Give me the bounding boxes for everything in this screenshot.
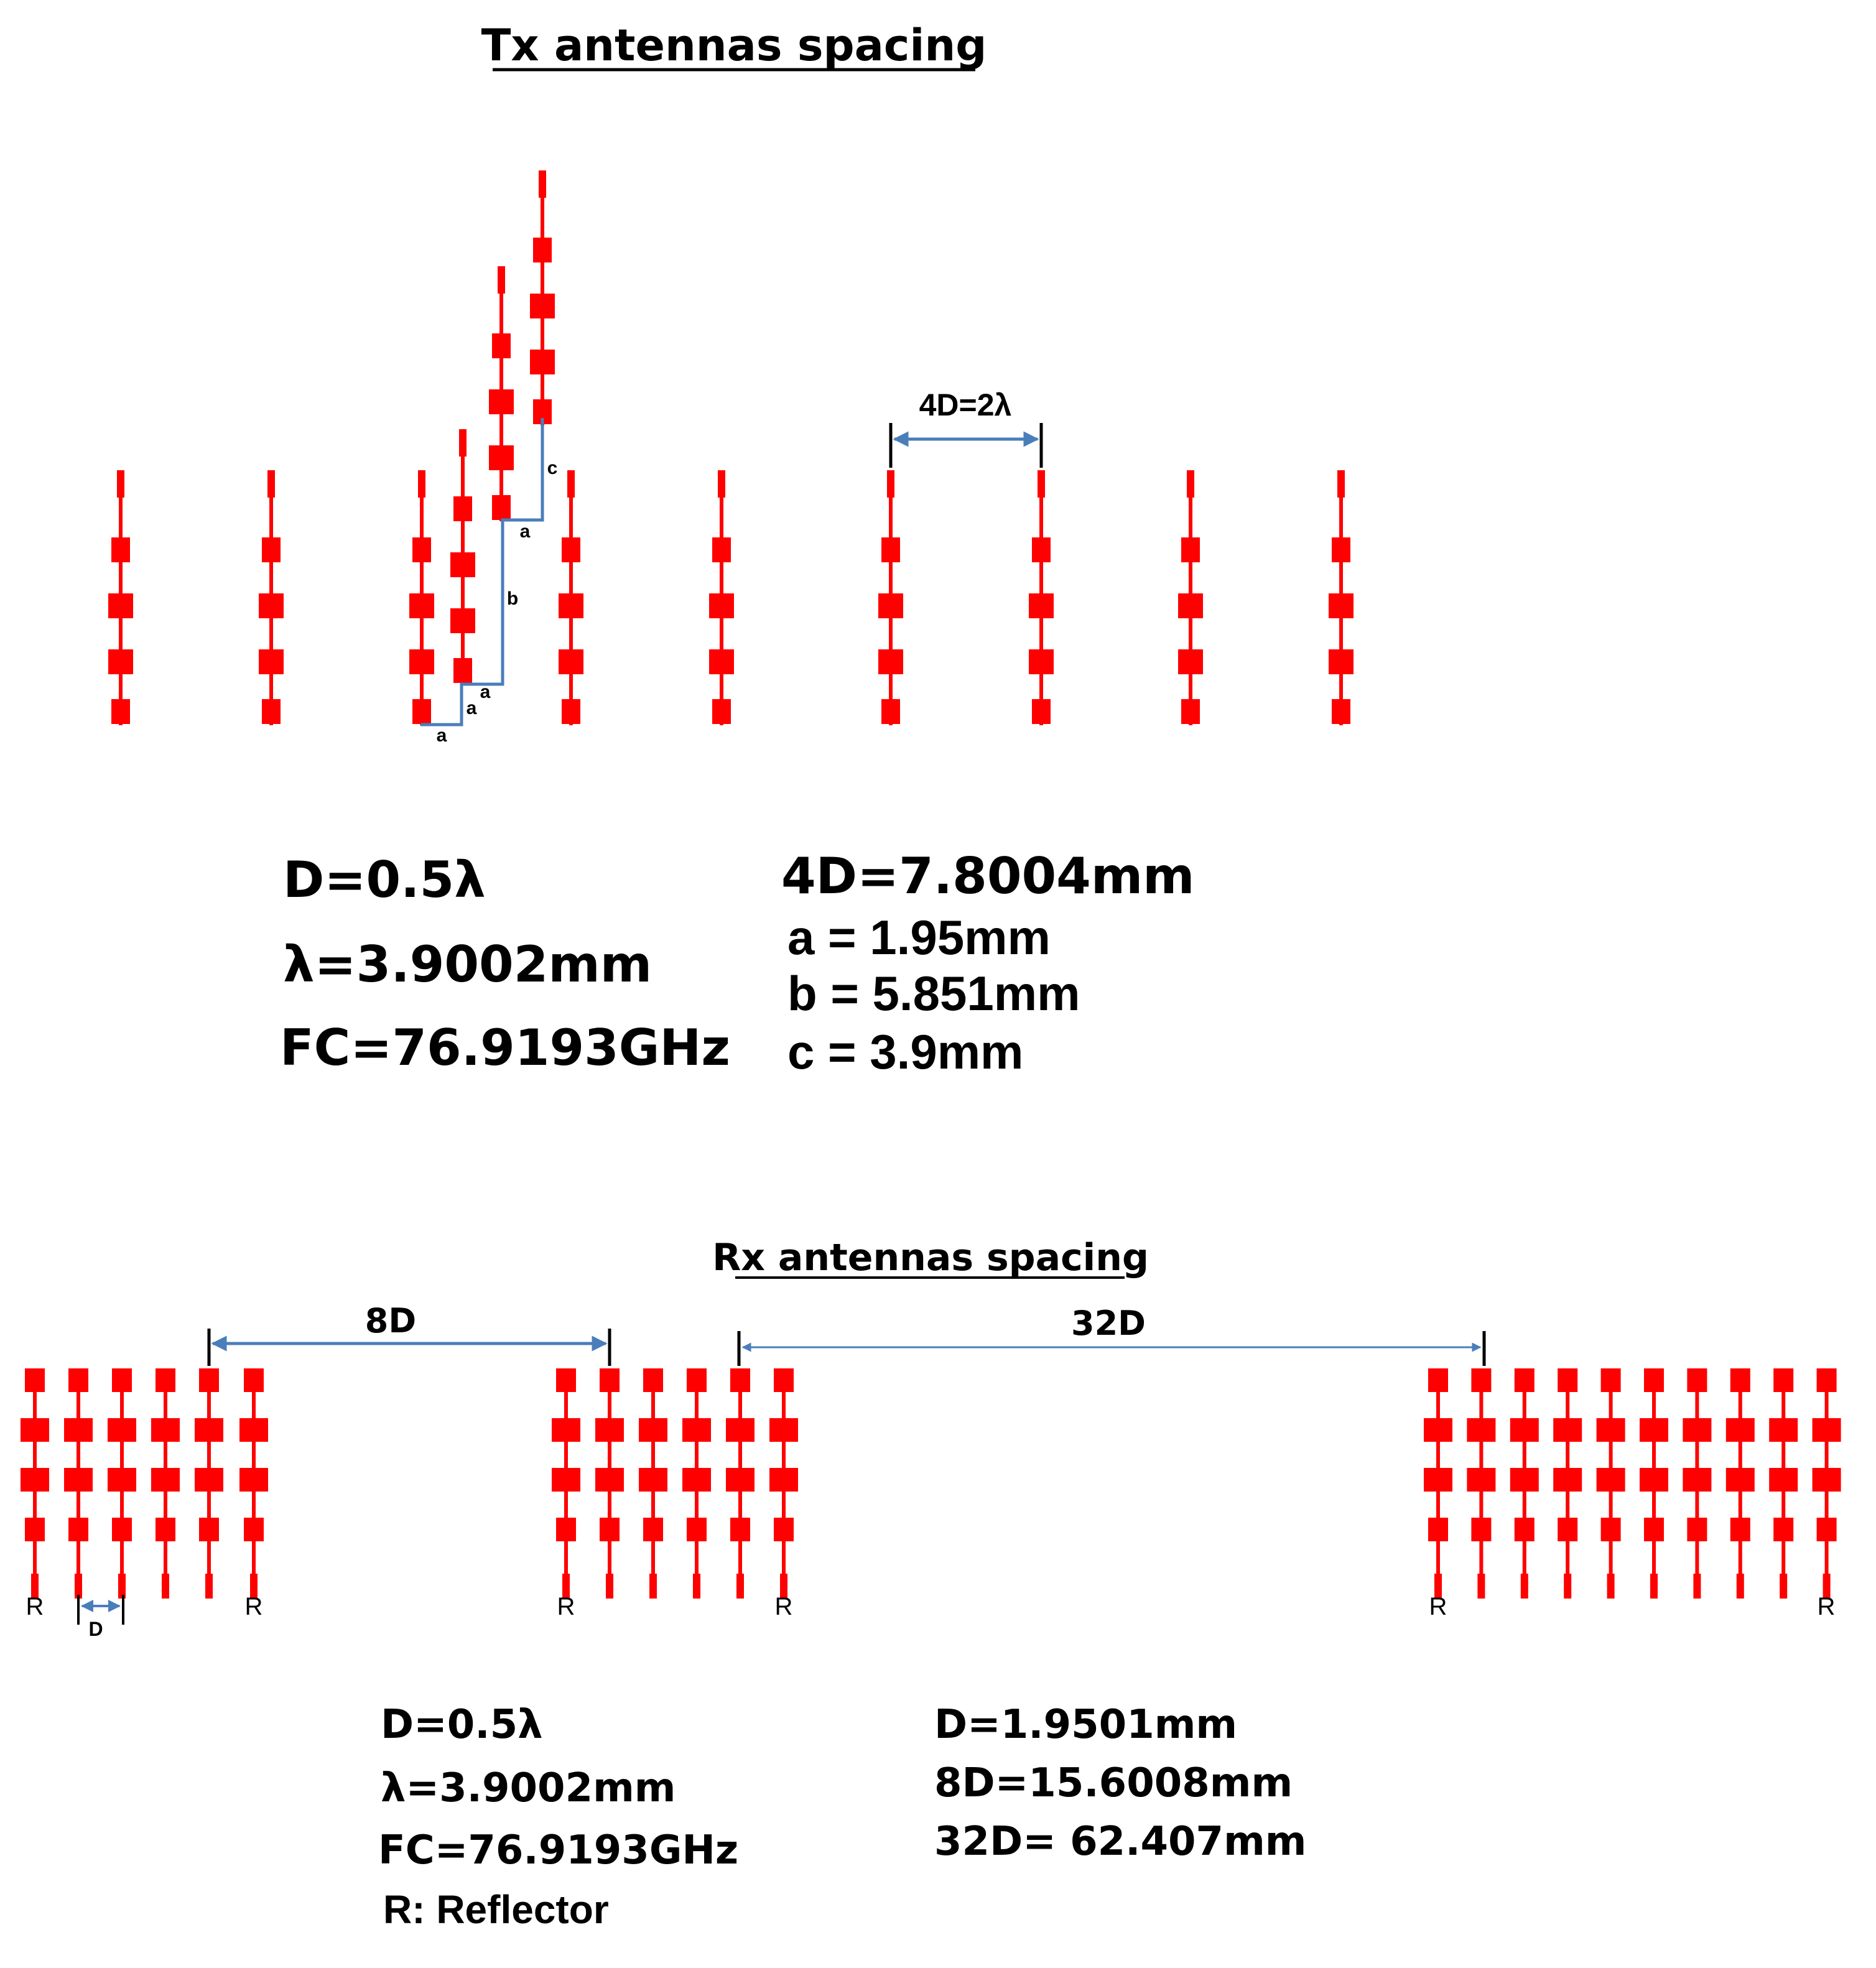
tx-antenna-5 (709, 470, 734, 725)
feed-stub (1477, 1574, 1485, 1599)
rx-32d-label: 32D (1071, 1304, 1146, 1343)
tx-offset-label-a4: a (519, 521, 531, 542)
patch-2 (639, 1418, 667, 1442)
patch-3 (1553, 1468, 1582, 1492)
patch-4 (412, 699, 431, 724)
patch-1 (1601, 1368, 1621, 1392)
patch-1 (68, 1368, 88, 1392)
patch-2 (489, 389, 514, 414)
rx-antenna-7 (552, 1368, 580, 1599)
patch-3 (1683, 1468, 1711, 1492)
patch-4 (881, 699, 900, 724)
tx-antenna-offset-2 (489, 266, 514, 521)
patch-4 (1601, 1518, 1621, 1541)
patch-1 (881, 537, 900, 562)
feed-stub (1564, 1574, 1571, 1599)
tx-spacing-label: 4D=2λ (919, 388, 1012, 422)
patch-2 (1029, 593, 1054, 618)
patch-1 (1644, 1368, 1664, 1392)
patch-4 (687, 1518, 707, 1541)
rx-antenna-21 (1769, 1368, 1798, 1599)
tx-antenna-7 (1029, 470, 1054, 725)
patch-3 (595, 1468, 624, 1492)
patch-1 (1332, 537, 1350, 562)
patch-4 (1332, 699, 1350, 724)
patch-1 (643, 1368, 663, 1392)
patch-4 (562, 699, 580, 724)
patch-1 (774, 1368, 794, 1392)
rx-reflector-label-5: R (1429, 1593, 1447, 1620)
patch-3 (450, 608, 475, 633)
patch-2 (239, 1418, 268, 1442)
tx-offset-path (420, 418, 542, 725)
patch-1 (1817, 1368, 1837, 1392)
tx-antenna-1 (108, 470, 133, 725)
patch-1 (412, 537, 431, 562)
rx-antenna-3 (108, 1368, 136, 1599)
patch-1 (533, 238, 552, 262)
patch-4 (25, 1518, 45, 1541)
patch-2 (1510, 1418, 1539, 1442)
patch-1 (1181, 537, 1200, 562)
patch-2 (595, 1418, 624, 1442)
feed-stub (887, 470, 894, 498)
patch-3 (682, 1468, 711, 1492)
tx-param-right-1: 4D=7.8004mm (781, 847, 1195, 905)
tx-antenna-arrays (108, 170, 1354, 725)
tx-param-left-2: λ=3.9002mm (283, 935, 652, 993)
patch-4 (112, 1518, 132, 1541)
patch-1 (556, 1368, 576, 1392)
patch-1 (1032, 537, 1051, 562)
patch-1 (199, 1368, 219, 1392)
patch-4 (1730, 1518, 1750, 1541)
patch-3 (530, 350, 555, 374)
patch-2 (709, 593, 734, 618)
patch-4 (1428, 1518, 1448, 1541)
rx-antenna-9 (639, 1368, 667, 1599)
patch-2 (409, 593, 434, 618)
patch-3 (709, 649, 734, 674)
tx-offset-label-a1: a (436, 725, 447, 746)
rx-param-left-3: FC=76.9193GHz (378, 1827, 739, 1873)
tx-antenna-3 (409, 470, 434, 725)
patch-2 (878, 593, 903, 618)
patch-3 (769, 1468, 798, 1492)
patch-4 (68, 1518, 88, 1541)
feed-stub (1650, 1574, 1658, 1599)
patch-1 (25, 1368, 45, 1392)
tx-param-right-4: c = 3.9mm (787, 1024, 1024, 1079)
patch-3 (1029, 649, 1054, 674)
rx-antenna-8 (595, 1368, 624, 1599)
patch-1 (1558, 1368, 1577, 1392)
tx-param-left-3: FC=76.9193GHz (280, 1019, 730, 1077)
rx-antenna-13 (1424, 1368, 1452, 1599)
tx-antenna-offset-3 (530, 170, 555, 425)
rx-reflector-label-1: R (26, 1593, 44, 1620)
patch-4 (600, 1518, 620, 1541)
tx-antenna-4 (559, 470, 583, 725)
patch-1 (712, 537, 731, 562)
rx-antenna-19 (1683, 1368, 1711, 1599)
patch-3 (878, 649, 903, 674)
patch-3 (1329, 649, 1354, 674)
feed-stub (539, 170, 546, 198)
patch-3 (1726, 1468, 1755, 1492)
patch-2 (1467, 1418, 1495, 1442)
patch-4 (1817, 1518, 1837, 1541)
rx-reflector-label-6: R (1817, 1593, 1836, 1620)
rx-antenna-2 (64, 1368, 93, 1599)
rx-antenna-arrays (21, 1368, 1841, 1599)
patch-1 (111, 537, 130, 562)
patch-2 (195, 1418, 223, 1442)
patch-4 (643, 1518, 663, 1541)
feed-stub (418, 470, 425, 498)
patch-3 (1467, 1468, 1495, 1492)
feed-stub (649, 1574, 657, 1599)
rx-param-left-2: λ=3.9002mm (381, 1765, 676, 1811)
patch-3 (108, 649, 133, 674)
feed-stub (1521, 1574, 1528, 1599)
feed-stub (205, 1574, 213, 1599)
patch-3 (195, 1468, 223, 1492)
patch-4 (556, 1518, 576, 1541)
feed-stub (718, 470, 725, 498)
rx-antenna-1 (21, 1368, 49, 1599)
rx-antenna-22 (1813, 1368, 1841, 1599)
tx-offset-label-c: c (547, 458, 558, 478)
patch-2 (21, 1418, 49, 1442)
tx-title: Tx antennas spacing (481, 20, 987, 71)
feed-stub (1187, 470, 1194, 498)
tx-param-left-1: D=0.5λ (283, 851, 486, 909)
tx-antenna-offset-1 (450, 429, 475, 684)
patch-3 (21, 1468, 49, 1492)
feed-stub (1780, 1574, 1787, 1599)
patch-4 (1181, 699, 1200, 724)
rx-param-left-1: D=0.5λ (381, 1702, 543, 1748)
patch-2 (1813, 1418, 1841, 1442)
patch-4 (244, 1518, 264, 1541)
rx-param-right-2: 8D=15.6008mm (934, 1760, 1293, 1806)
patch-2 (1178, 593, 1203, 618)
tx-offset-label-a3: a (480, 682, 491, 702)
feed-stub (498, 266, 505, 294)
patch-2 (559, 593, 583, 618)
patch-3 (559, 649, 583, 674)
patch-2 (108, 593, 133, 618)
rx-reflector-label-2: R (244, 1593, 263, 1620)
tx-antenna-6 (878, 470, 903, 725)
feed-stub (1737, 1574, 1744, 1599)
patch-4 (111, 699, 130, 724)
patch-2 (1424, 1418, 1452, 1442)
patch-3 (64, 1468, 93, 1492)
feed-stub (267, 470, 275, 498)
tx-antenna-9 (1329, 470, 1354, 725)
patch-2 (769, 1418, 798, 1442)
patch-4 (1032, 699, 1051, 724)
patch-1 (1428, 1368, 1448, 1392)
patch-2 (1683, 1418, 1711, 1442)
patch-3 (489, 445, 514, 470)
tx-offset-dimensions (420, 418, 542, 725)
patch-2 (1329, 593, 1354, 618)
patch-2 (450, 552, 475, 577)
patch-2 (726, 1418, 755, 1442)
patch-2 (1726, 1418, 1755, 1442)
patch-4 (492, 495, 511, 520)
patch-2 (108, 1418, 136, 1442)
patch-1 (730, 1368, 750, 1392)
rx-antenna-5 (195, 1368, 223, 1599)
rx-param-left-4: R: Reflector (383, 1887, 609, 1932)
feed-stub (567, 470, 575, 498)
patch-3 (151, 1468, 180, 1492)
rx-antenna-11 (726, 1368, 755, 1599)
patch-1 (1730, 1368, 1750, 1392)
patch-2 (151, 1418, 180, 1442)
patch-3 (1424, 1468, 1452, 1492)
patch-3 (726, 1468, 755, 1492)
patch-2 (1640, 1418, 1668, 1442)
patch-1 (262, 537, 281, 562)
rx-antenna-15 (1510, 1368, 1539, 1599)
patch-3 (108, 1468, 136, 1492)
tx-offset-label-a2: a (466, 698, 477, 718)
patch-1 (1773, 1368, 1793, 1392)
rx-antenna-16 (1553, 1368, 1582, 1599)
patch-1 (244, 1368, 264, 1392)
rx-d-label: D (88, 1618, 103, 1640)
patch-3 (639, 1468, 667, 1492)
rx-title: Rx antennas spacing (712, 1236, 1149, 1279)
patch-2 (682, 1418, 711, 1442)
feed-stub (1038, 470, 1045, 498)
patch-4 (1471, 1518, 1491, 1541)
patch-2 (530, 294, 555, 318)
tx-param-right-2: a = 1.95mm (787, 910, 1051, 965)
patch-1 (492, 333, 511, 358)
patch-4 (1515, 1518, 1535, 1541)
patch-4 (262, 699, 281, 724)
patch-2 (1597, 1418, 1625, 1442)
tx-antenna-8 (1178, 470, 1203, 725)
rx-antenna-4 (151, 1368, 180, 1599)
patch-3 (1640, 1468, 1668, 1492)
patch-1 (1515, 1368, 1535, 1392)
patch-2 (1769, 1418, 1798, 1442)
feed-stub (1337, 470, 1345, 498)
rx-param-right-1: D=1.9501mm (934, 1702, 1238, 1748)
rx-param-right-3: 32D= 62.407mm (934, 1819, 1307, 1865)
patch-3 (259, 649, 284, 674)
patch-2 (259, 593, 284, 618)
rx-reflector-label-4: R (774, 1593, 793, 1620)
patch-3 (552, 1468, 580, 1492)
rx-antenna-10 (682, 1368, 711, 1599)
patch-1 (600, 1368, 620, 1392)
patch-1 (1687, 1368, 1707, 1392)
patch-3 (1813, 1468, 1841, 1492)
patch-4 (199, 1518, 219, 1541)
patch-4 (1687, 1518, 1707, 1541)
feed-stub (117, 470, 124, 498)
patch-4 (1773, 1518, 1793, 1541)
rx-antenna-6 (239, 1368, 268, 1599)
feed-stub (1693, 1574, 1701, 1599)
feed-stub (162, 1574, 169, 1599)
rx-antenna-20 (1726, 1368, 1755, 1599)
rx-reflector-label-3: R (557, 1593, 575, 1620)
patch-3 (1769, 1468, 1798, 1492)
patch-2 (64, 1418, 93, 1442)
tx-param-right-3: b = 5.851mm (787, 966, 1080, 1021)
tx-antenna-2 (259, 470, 284, 725)
patch-4 (730, 1518, 750, 1541)
patch-4 (712, 699, 731, 724)
rx-antenna-12 (769, 1368, 798, 1599)
feed-stub (736, 1574, 744, 1599)
feed-stub (606, 1574, 613, 1599)
patch-1 (1471, 1368, 1491, 1392)
patch-1 (687, 1368, 707, 1392)
patch-3 (1510, 1468, 1539, 1492)
patch-4 (1644, 1518, 1664, 1541)
tx-offset-label-b: b (506, 588, 519, 609)
patch-4 (453, 658, 472, 683)
patch-4 (156, 1518, 175, 1541)
patch-4 (1558, 1518, 1577, 1541)
patch-3 (239, 1468, 268, 1492)
patch-1 (562, 537, 580, 562)
patch-4 (774, 1518, 794, 1541)
patch-1 (112, 1368, 132, 1392)
patch-3 (1597, 1468, 1625, 1492)
feed-stub (1607, 1574, 1615, 1599)
patch-1 (156, 1368, 175, 1392)
patch-3 (409, 649, 434, 674)
patch-3 (1178, 649, 1203, 674)
feed-stub (693, 1574, 700, 1599)
rx-8d-label: 8D (365, 1301, 417, 1340)
patch-2 (1553, 1418, 1582, 1442)
rx-antenna-18 (1640, 1368, 1668, 1599)
rx-antenna-14 (1467, 1368, 1495, 1599)
patch-1 (453, 496, 472, 521)
patch-2 (552, 1418, 580, 1442)
rx-antenna-17 (1597, 1368, 1625, 1599)
feed-stub (459, 429, 467, 457)
